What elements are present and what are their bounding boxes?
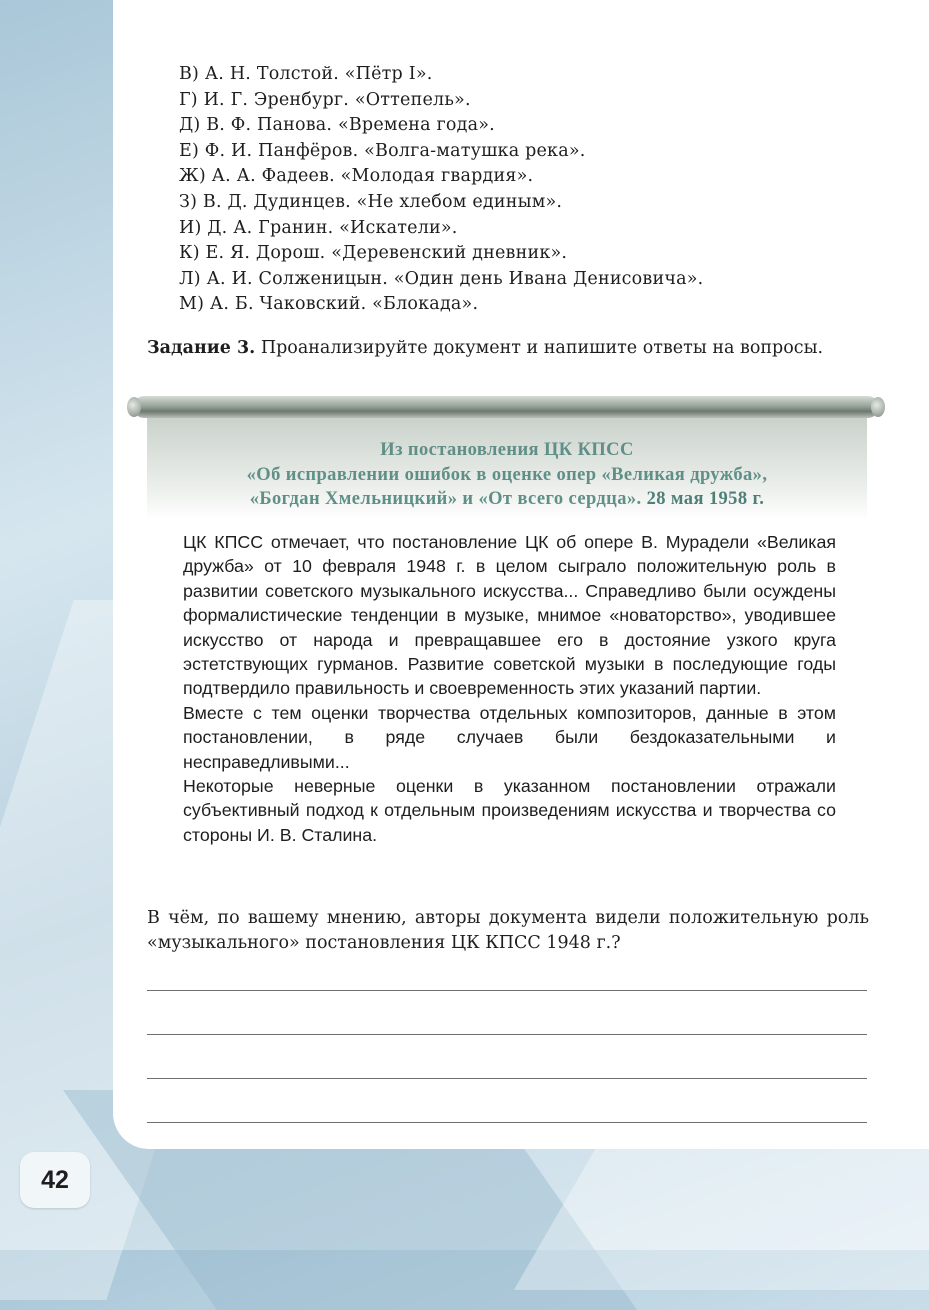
list-item: Е) Ф. И. Панфёров. «Волга-матушка река».: [179, 140, 586, 161]
document-paragraph: Вместе с тем оценки творчества отдельных композиторов, данные в этом постановлении, в ряде случаев были бездоказательными и несправедливыми...: [183, 702, 836, 772]
scroll-endcap: [871, 397, 885, 417]
page-number: 42: [20, 1152, 90, 1208]
scroll-endcap: [127, 397, 141, 417]
question-text: В чём, по вашему мнению, авторы документа видели положительную роль «музыкального» постановления ЦК КПСС 1948 г.?: [147, 908, 869, 953]
list-item: К) Е. Я. Дорош. «Деревенский дневник».: [179, 243, 568, 264]
list-item: Ж) А. А. Фадеев. «Молодая гвардия».: [179, 166, 534, 187]
background-facet: [514, 1130, 929, 1290]
list-item: И) Д. А. Гранин. «Искатели».: [179, 217, 458, 238]
document-text: [183, 530, 836, 847]
workbook-page: [113, 0, 929, 1149]
document-paragraph: Некоторые неверные оценки в указанном постановлении отражали субъективный подход к отдельным произведениям искусства и творчества со стороны И. В. Сталина.: [183, 776, 836, 845]
answer-line[interactable]: [147, 1122, 867, 1123]
task-3: [147, 336, 867, 361]
list-item: В) А. Н. Толстой. «Пётр I».: [179, 64, 433, 84]
document-title: [147, 438, 867, 512]
answer-line[interactable]: [147, 1034, 867, 1035]
document-title-line3: «Богдан Хмельницкий» и «От всего сердца».: [249, 489, 642, 509]
task-label: Задание 3.: [147, 338, 256, 358]
document-title-line: «Об исправлении ошибок в оценке опер «Великая дружба»,: [246, 464, 768, 485]
document-date: 28 мая 1958 г.: [646, 489, 765, 509]
answer-line[interactable]: [147, 990, 867, 991]
scroll-roll-decoration: [133, 396, 879, 418]
document-title-line: Из постановления ЦК КПСС: [380, 440, 634, 460]
document-title-line: [147, 487, 867, 512]
list-item: Л) А. И. Солженицын. «Один день Ивана Денисовича».: [179, 268, 704, 289]
list-item: Г) И. Г. Эренбург. «Оттепель».: [179, 89, 471, 110]
list-item: З) В. Д. Дудинцев. «Не хлебом единым».: [179, 191, 563, 212]
list-item: М) А. Б. Чаковский. «Блокада».: [179, 294, 479, 315]
list-item: Д) В. Ф. Панова. «Времена года».: [179, 115, 495, 136]
authors-works-list: [179, 62, 703, 318]
task-text: Проанализируйте документ и напишите ответы на вопросы.: [260, 338, 824, 358]
answer-line[interactable]: [147, 1078, 867, 1079]
document-paragraph: ЦК КПСС отмечает, что постановление ЦК об опере В. Мурадели «Великая дружба» от 10 февраля 1948 г. в целом сыграло положительную роль в развитии советского музыкального искусства... Справедливо были осуждены формалистические тенденции в музыке, мнимое «новаторство», уводившее искусство от народа и превращавшее его в достояние узкого круга эстетствующих гурманов. Развитие советской музыки в последующие годы подтвердило правильность и своевременность этих указаний партии.: [183, 532, 836, 699]
